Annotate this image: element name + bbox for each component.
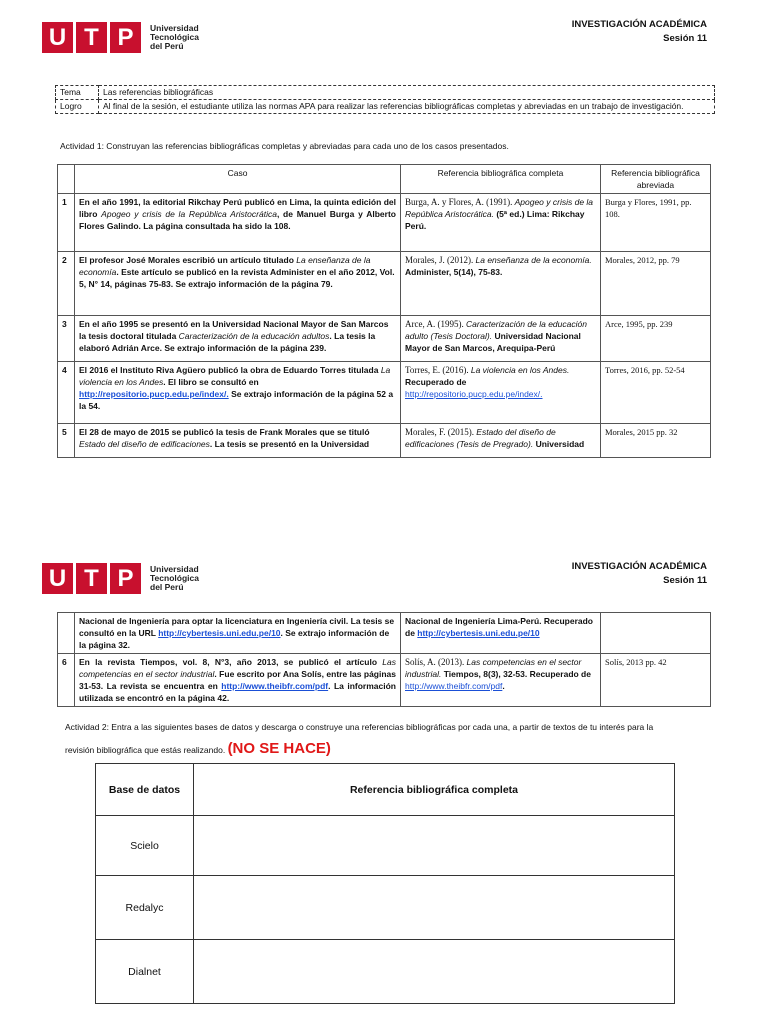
- full-ref-cell: Burga, A. y Flores, A. (1991). Apogeo y crisis de la República Aristocrática. (5ª ed.) Lima: Rikchay Perú.: [401, 194, 601, 252]
- table-row: 4 El 2016 el Instituto Riva Agüero publicó la obra de Eduardo Torres titulada La violencia en los Andes. El libro se consultó en http://repositorio.pucp.edu.pe/index/. Se extrajo información de la página 52 a la 54. Torres, E. (2016). La violencia en los Andes. Recuperado de http://repositorio.pucp.edu.pe/index/. Torres, 2016, pp. 52-54: [58, 362, 711, 424]
- col-number: [58, 165, 75, 194]
- utp-logo: [42, 563, 199, 594]
- logo-letter: U: [42, 22, 73, 53]
- activity1-text: Actividad 1: Construyan las referencias bibliográficas completas y abreviadas para cada uno de los casos presentados.: [60, 141, 509, 151]
- table-row: [96, 940, 675, 1004]
- abbr-ref-cell: Torres, 2016, pp. 52-54: [601, 362, 711, 424]
- logro-value: Al final de la sesión, el estudiante utiliza las normas APA para realizar las referencias bibliográficas completas y abreviadas en un trabajo de investigación.: [99, 100, 715, 114]
- link[interactable]: http://cybertesis.uni.edu.pe/10: [417, 628, 540, 638]
- abbr-ref-cell: Morales, 2015 pp. 32: [601, 424, 711, 458]
- abbr-ref-cell: Morales, 2012, pp. 79: [601, 252, 711, 316]
- caso-cell: El profesor José Morales escribió un artículo titulado La enseñanza de la economía. Este artículo se publicó en la revista Administer en el año 2012, Vol. 5, N° 14, páginas 75-83. Se extrajo información de la página 79.: [75, 252, 401, 316]
- header-title: INVESTIGACIÓN ACADÉMICA: [571, 561, 707, 572]
- caso-cell: En la revista Tiempos, vol. 8, N°3, año 2013, se publicó el artículo Las competencias en el sector industrial. Fue escrito por Ana Solís, entre las páginas 31-53. La revista se encuentra en http://www.theibfr.com/pdf. La información utilizada se encontró en la página 42.: [75, 654, 401, 707]
- table-row: [58, 613, 711, 654]
- logo-letter: T: [76, 563, 107, 594]
- link[interactable]: http://www.theibfr.com/pdf: [405, 681, 503, 691]
- caso-cell: En el año 1991, la editorial Rikchay Perú publicó en Lima, la quinta edición del libro Apogeo y crisis de la República Aristocrática, de Manuel Burga y Alberto Flores Galindo. La página consultada ha sido la 108.: [75, 194, 401, 252]
- database-name: Redalyc: [96, 876, 194, 940]
- tema-label: Tema: [56, 86, 99, 100]
- header-session: Sesión 11: [663, 33, 707, 44]
- logro-label: Logro: [56, 100, 99, 114]
- logo-letter: T: [76, 22, 107, 53]
- activity2-text: Actividad 2: Entra a las siguientes bases de datos y descarga o construye una referencias bibliográficas por cada una, a partir de textos de tu interés para la revisión bibliográfica que estás realizando. (NO SE HACE): [65, 722, 654, 757]
- col-database: Base de datos: [96, 764, 194, 816]
- table-row: 5 El 28 de mayo de 2015 se publicó la tesis de Frank Morales que se tituló Estado del diseño de edificaciones. La tesis se presentó en la Universidad Morales, F. (2015). Estado del diseño de edificaciones (Tesis de Pregrado). Universidad Morales, 2015 pp. 32: [58, 424, 711, 458]
- caso-cell: En el año 1995 se presentó en la Universidad Nacional Mayor de San Marcos la tesis doctoral titulada Caracterización de la educación adultos. La tesis la elaboró Adrián Arce. Se extrajo información de la página 239.: [75, 316, 401, 362]
- table-row: [96, 816, 675, 876]
- cases-table: [57, 164, 711, 458]
- logo-text: Universidad Tecnológica del Perú: [150, 23, 199, 51]
- link[interactable]: http://cybertesis.uni.edu.pe/10: [158, 628, 281, 638]
- col-caso: Caso: [75, 165, 401, 194]
- ref-input-cell[interactable]: [194, 816, 675, 876]
- full-ref-cell: Nacional de Ingeniería Lima-Perú. Recuperado de http://cybertesis.uni.edu.pe/10: [401, 613, 601, 654]
- utp-logo: [42, 22, 199, 53]
- header-session: Sesión 11: [663, 575, 707, 586]
- page-header: [572, 560, 707, 588]
- logo-text: Universidad Tecnológica del Perú: [150, 564, 199, 592]
- no-se-hace-note: (NO SE HACE): [227, 740, 331, 757]
- abbr-ref-cell: [601, 613, 711, 654]
- caso-cell: El 2016 el Instituto Riva Agüero publicó la obra de Eduardo Torres titulada La violencia en los Andes. El libro se consultó en http://repositorio.pucp.edu.pe/index/. Se extrajo información de la página 52 a la 54.: [75, 362, 401, 424]
- ref-input-cell[interactable]: [194, 876, 675, 940]
- logo-letter: U: [42, 563, 73, 594]
- full-ref-cell: Solís, A. (2013). Las competencias en el sector industrial. Tiempos, 8(3), 32-53. Recuperado de http://www.theibfr.com/pdf.: [401, 654, 601, 707]
- abbr-ref-cell: Solís, 2013 pp. 42: [601, 654, 711, 707]
- full-ref-cell: Morales, F. (2015). Estado del diseño de edificaciones (Tesis de Pregrado). Universidad: [401, 424, 601, 458]
- header-title: INVESTIGACIÓN ACADÉMICA: [571, 19, 707, 30]
- table-row: 2 El profesor José Morales escribió un artículo titulado La enseñanza de la economía. Este artículo se publicó en la revista Administer en el año 2012, Vol. 5, N° 14, páginas 75-83. Se extrajo información de la página 79. Morales, J. (2012). La enseñanza de la economía. Administer, 5(14), 75-83. Morales, 2012, pp. 79: [58, 252, 711, 316]
- logo-letter: P: [110, 563, 141, 594]
- col-full-ref: Referencia bibliográfica completa: [194, 764, 675, 816]
- database-name: Dialnet: [96, 940, 194, 1004]
- database-table: [95, 763, 675, 1004]
- col-full-ref: Referencia bibliográfica completa: [401, 165, 601, 194]
- tema-value: Las referencias bibliográficas: [99, 86, 715, 100]
- table-row: 6 En la revista Tiempos, vol. 8, N°3, año 2013, se publicó el artículo Las competencias en el sector industrial. Fue escrito por Ana Solís, entre las páginas 31-53. La revista se encuentra en http://www.theibfr.com/pdf. La información utilizada se encontró en la página 42. Solís, A. (2013). Las competencias en el sector industrial. Tiempos, 8(3), 32-53. Recuperado de http://www.theibfr.com/pdf. Solís, 2013 pp. 42: [58, 654, 711, 707]
- full-ref-cell: Arce, A. (1995). Caracterización de la educación adulto (Tesis Doctoral). Universidad Nacional Mayor de San Marcos, Arequipa-Perú: [401, 316, 601, 362]
- table-row: [96, 876, 675, 940]
- ref-input-cell[interactable]: [194, 940, 675, 1004]
- tema-table: [55, 85, 715, 114]
- full-ref-cell: Torres, E. (2016). La violencia en los Andes. Recuperado de http://repositorio.pucp.edu.pe/index/.: [401, 362, 601, 424]
- abbr-ref-cell: Arce, 1995, pp. 239: [601, 316, 711, 362]
- caso-cell: El 28 de mayo de 2015 se publicó la tesis de Frank Morales que se tituló Estado del diseño de edificaciones. La tesis se presentó en la Universidad: [75, 424, 401, 458]
- logo-letter: P: [110, 22, 141, 53]
- page-header: [572, 18, 707, 46]
- table-row: 1 En el año 1991, la editorial Rikchay Perú publicó en Lima, la quinta edición del libro Apogeo y crisis de la República Aristocrática, de Manuel Burga y Alberto Flores Galindo. La página consultada ha sido la 108. Burga, A. y Flores, A. (1991). Apogeo y crisis de la República Aristocrática. (5ª ed.) Lima: Rikchay Perú. Burga y Flores, 1991, pp. 108.: [58, 194, 711, 252]
- link[interactable]: http://repositorio.pucp.edu.pe/index/.: [79, 389, 229, 399]
- link[interactable]: http://www.theibfr.com/pdf: [221, 681, 329, 691]
- link[interactable]: http://repositorio.pucp.edu.pe/index/.: [405, 389, 543, 399]
- cases-table-continued: [57, 612, 711, 707]
- abbr-ref-cell: Burga y Flores, 1991, pp. 108.: [601, 194, 711, 252]
- database-name: Scielo: [96, 816, 194, 876]
- col-abbr-ref: Referencia bibliográfica abreviada: [601, 165, 711, 194]
- full-ref-cell: Morales, J. (2012). La enseñanza de la economía. Administer, 5(14), 75-83.: [401, 252, 601, 316]
- table-row: 3 En el año 1995 se presentó en la Universidad Nacional Mayor de San Marcos la tesis doctoral titulada Caracterización de la educación adultos. La tesis la elaboró Adrián Arce. Se extrajo información de la página 239. Arce, A. (1995). Caracterización de la educación adulto (Tesis Doctoral). Universidad Nacional Mayor de San Marcos, Arequipa-Perú Arce, 1995, pp. 239: [58, 316, 711, 362]
- caso-cell: Nacional de Ingeniería para optar la licenciatura en Ingeniería civil. La tesis se consultó en la URL http://cybertesis.uni.edu.pe/10. Se extrajo información de la página 32.: [75, 613, 401, 654]
